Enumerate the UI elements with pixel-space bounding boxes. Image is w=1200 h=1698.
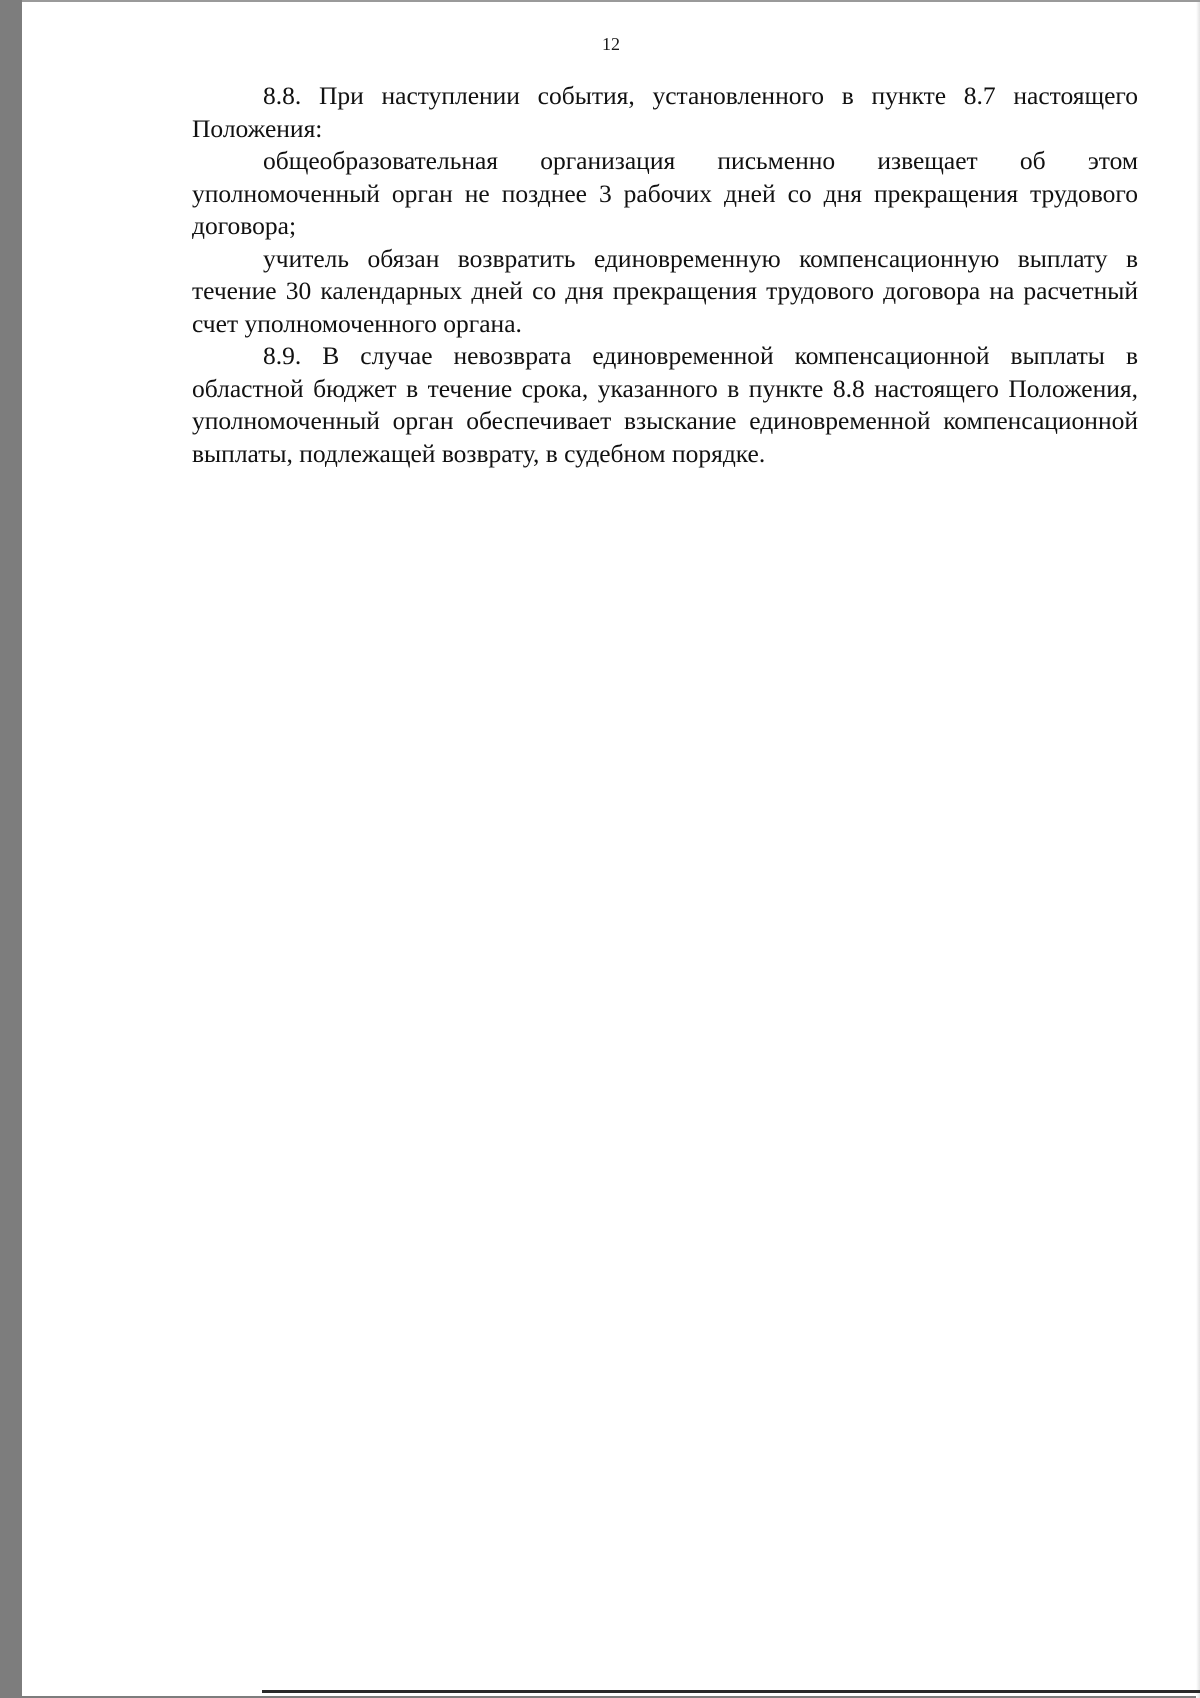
document-body	[192, 80, 1138, 470]
paragraph-8-9: 8.9. В случае невозврата единовременной компенсационной выплаты в областной бюджет в течение срока, указанного в пункте 8.8 настоящего Положения, уполномоченный орган обеспечивает взыскание единовременной компенсационной выплаты, подлежащей возврату, в судебном порядке.	[192, 341, 1138, 468]
paragraph-8-8: 8.8. При наступлении события, установленного в пункте 8.7 настоящего Положения:	[192, 81, 1138, 143]
page-edge-bottom	[262, 1690, 1200, 1693]
document-page	[22, 0, 1200, 1696]
page-number: 12	[602, 34, 620, 54]
paragraph-notification: общеобразовательная организация письменно извещает об этом уполномоченный орган не позднее 3 рабочих дней со дня прекращения трудового договора;	[192, 146, 1138, 240]
paragraph-teacher-obligation: учитель обязан возвратить единовременную компенсационную выплату в течение 30 календарных дней со дня прекращения трудового договора на расчетный счет уполномоченного органа.	[192, 243, 1138, 338]
page-edge-right	[1196, 2, 1200, 1698]
